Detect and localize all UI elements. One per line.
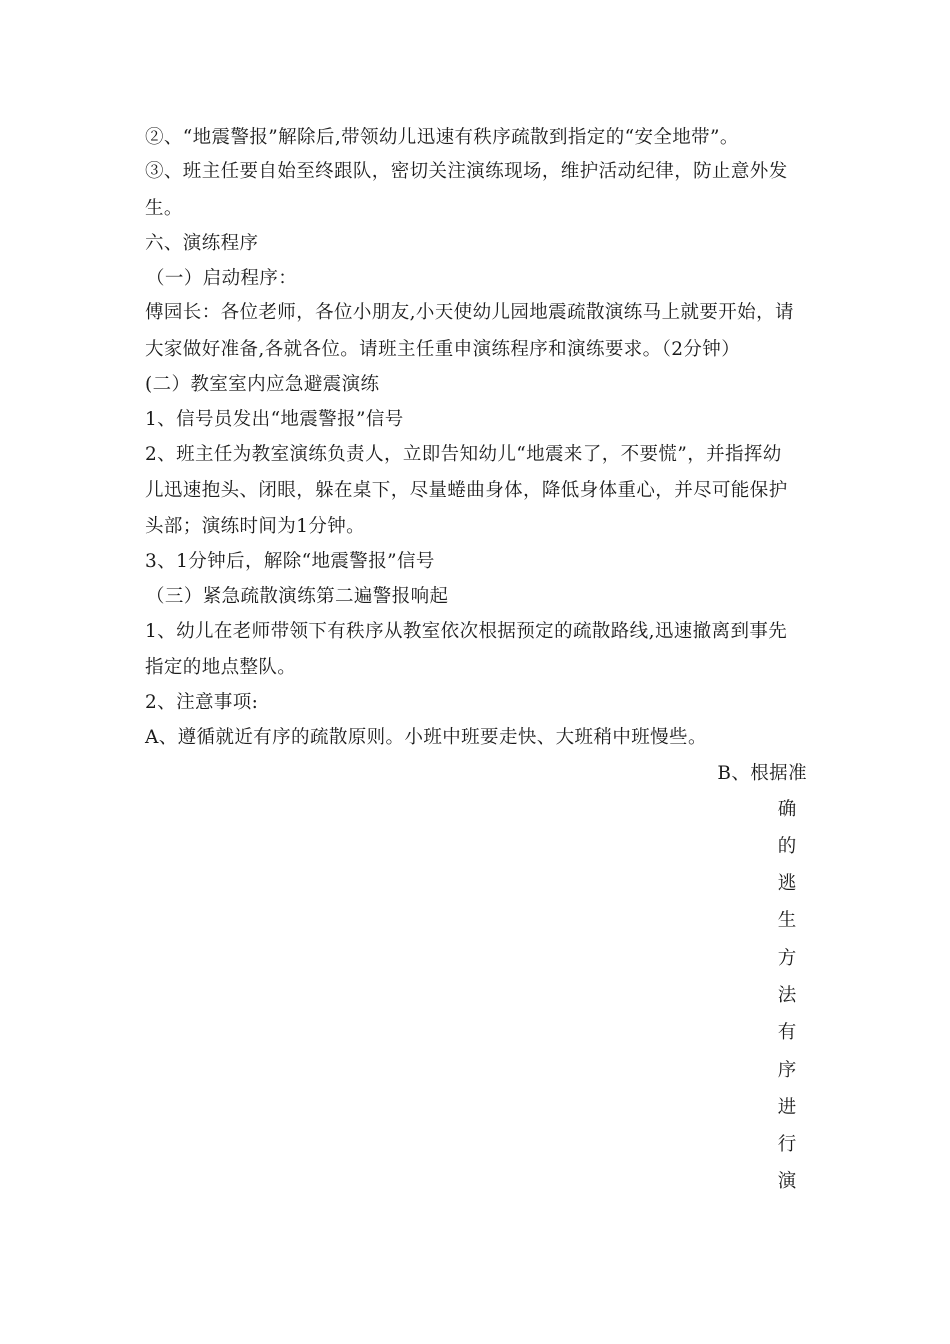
text-line-9: 1、信号员发出“地震警报”信号 — [145, 409, 404, 430]
text-line-13: 3、1分钟后，解除“地震警报”信号 — [145, 551, 435, 572]
text-line-16: 指定的地点整队。 — [145, 657, 297, 678]
vertical-char-1: 确 — [777, 799, 797, 820]
text-line-17: 2、注意事项: — [145, 692, 259, 713]
vertical-char-8: 序 — [777, 1060, 797, 1081]
subheading-classroom-drill: (二）教室室内应急避震演练 — [145, 374, 380, 395]
text-line-15: 1、幼儿在老师带领下有秩序从教室依次根据预定的疏散路线,迅速撤离到事先 — [145, 621, 788, 642]
text-line-6: 傅园长：各位老师，各位小朋友,小天使幼儿园地震疏散演练马上就要开始，请 — [145, 302, 794, 323]
subheading-evacuation: （三）紧急疏散演练第二遍警报响起 — [146, 586, 449, 607]
vertical-char-4: 生 — [777, 910, 797, 931]
text-line-11: 儿迅速抱头、闭眼，躲在桌下，尽量蜷曲身体，降低身体重心，并尽可能保护 — [145, 480, 788, 501]
text-line-3: 生。 — [145, 198, 183, 219]
vertical-char-11: 演 — [777, 1171, 797, 1192]
subheading-startup: （一）启动程序： — [146, 268, 298, 289]
text-line-2: ③、班主任要自始至终跟队，密切关注演练现场，维护活动纪律，防止意外发 — [145, 161, 788, 182]
vertical-char-9: 进 — [777, 1097, 797, 1118]
text-line-12: 头部；演练时间为1分钟。 — [145, 516, 366, 537]
text-line-1: ②、“地震警报”解除后,带领幼儿迅速有秩序疏散到指定的“安全地带”。 — [145, 127, 739, 148]
vertical-char-10: 行 — [777, 1134, 797, 1155]
vertical-char-6: 法 — [777, 985, 797, 1006]
text-line-18: A、遵循就近有序的疏散原则。小班中班要走快、大班稍中班慢些。 — [145, 727, 707, 748]
text-line-10: 2、班主任为教室演练负责人，立即告知幼儿“地震来了，不要慌”，并指挥幼 — [145, 444, 782, 465]
vertical-char-2: 的 — [777, 836, 797, 857]
vertical-char-5: 方 — [777, 948, 797, 969]
text-line-19: B、根据准 — [717, 763, 807, 784]
section-heading-procedure: 六、演练程序 — [145, 233, 259, 254]
text-line-7: 大家做好准备,各就各位。请班主任重申演练程序和演练要求。（2分钟） — [145, 339, 741, 360]
vertical-char-3: 逃 — [777, 873, 797, 894]
vertical-char-7: 有 — [777, 1022, 797, 1043]
